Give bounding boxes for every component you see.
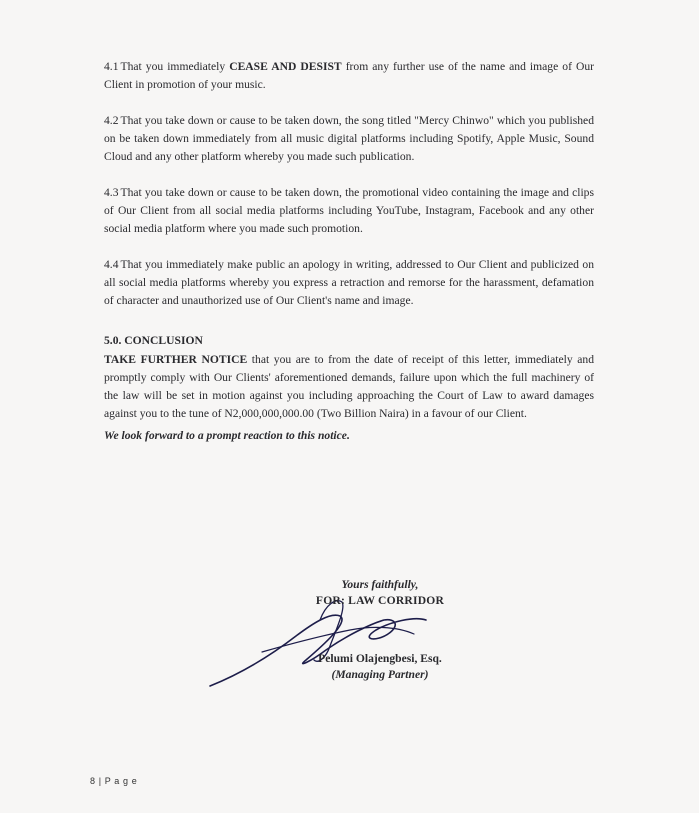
clause-4-3 — [104, 184, 594, 238]
clause-number: 4.4 — [104, 258, 119, 271]
conclusion-heading: 5.0. CONCLUSION — [104, 334, 203, 347]
take-further-notice-lead: TAKE FURTHER NOTICE — [104, 353, 248, 366]
conclusion-paragraph — [104, 351, 594, 423]
clause-text-post: from any further use of the name and image of Our Client in promotion of your music. — [104, 60, 594, 91]
signatory-name: Pelumi Olajengbesi, Esq. — [318, 652, 442, 665]
letter-body — [104, 58, 594, 442]
clause-text: That you take down or cause to be taken down, the promotional video containing the image and clips of Our Client from all social media platforms including YouTube, Instagram, Facebook and any other social media platform where you made such promotion. — [104, 186, 594, 235]
firm-name: FOR: LAW CORRIDOR — [315, 594, 445, 607]
clause-number: 4.2 — [104, 114, 119, 127]
clause-text-pre: That you immediately — [120, 60, 230, 73]
conclusion-text: that you are to from the date of receipt of this letter, immediately and promptly comply with Our Clients' aforementioned demands, failure upon which the full machinery of the law will be set in motion against you including approaching the Court of Law to award damages against you to the tune of N2,000,000,000.00 (Two Billion Naira) in a favour of our Client. — [104, 353, 594, 420]
signatory-role: (Managing Partner) — [331, 668, 429, 681]
closing-line: We look forward to a prompt reaction to this notice. — [104, 429, 350, 442]
clause-4-2 — [104, 112, 594, 166]
clause-text: That you immediately make public an apology in writing, addressed to Our Client and publicized on all social media platforms whereby you express a retraction and remorse for the harassment, defamation of character and unauthorized use of Our Client's name and image. — [104, 258, 594, 307]
valediction: Yours faithfully, — [341, 578, 419, 591]
clause-4-4 — [104, 256, 594, 310]
signature-block — [280, 577, 480, 683]
clause-4-1 — [104, 58, 594, 94]
clause-text: That you take down or cause to be taken down, the song titled "Mercy Chinwo" which you published on be taken down immediately from all music digital platforms including Spotify, Apple Music, Sound Cloud and any other platform whereby you made such publication. — [104, 114, 594, 163]
clause-number: 4.1 — [104, 60, 119, 73]
page-number-footer: 8 | P a g e — [90, 776, 138, 786]
cease-and-desist-emphasis: CEASE AND DESIST — [229, 60, 342, 73]
clause-number: 4.3 — [104, 186, 119, 199]
